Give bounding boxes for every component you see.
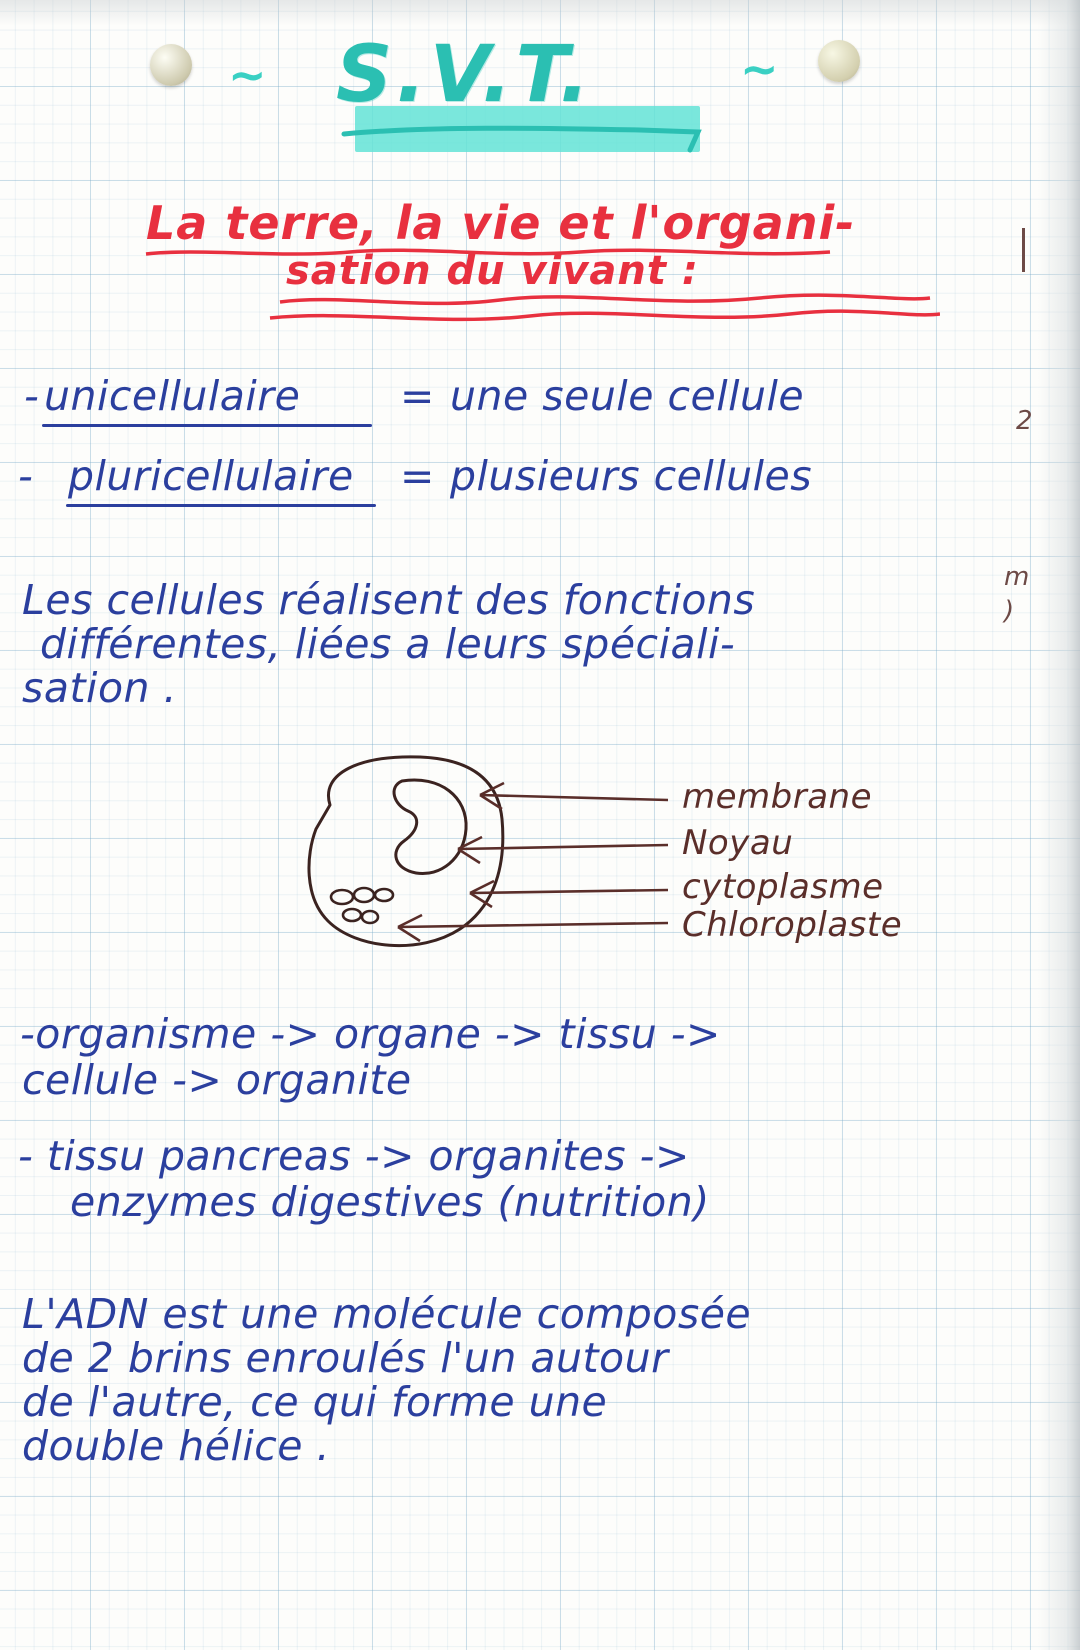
tilde-right: ~ xyxy=(740,42,779,96)
example-line1: - tissu pancreas -> organites -> xyxy=(18,1132,690,1180)
definition-term-0: unicellulaire xyxy=(44,372,301,420)
definition-text-0: une seule cellule xyxy=(450,372,805,420)
definition-text-1: plusieurs cellules xyxy=(450,452,813,500)
adn-line1: L'ADN est une molécule composée xyxy=(22,1290,752,1338)
adn-line2: de 2 brins enroulés l'un autour xyxy=(22,1334,669,1382)
tilde-left: ~ xyxy=(228,48,267,102)
diagram-label-chloroplaste: Chloroplaste xyxy=(682,905,903,945)
diagram-label-noyau: Noyau xyxy=(682,823,794,863)
definition-equals-0: = xyxy=(400,372,435,420)
functions-paragraph-line1: Les cellules réalisent des fonctions xyxy=(22,576,756,624)
title-underline xyxy=(340,118,720,158)
functions-paragraph-line3: sation . xyxy=(22,664,178,712)
page-title: S.V.T. xyxy=(336,30,594,120)
adn-line4: double hélice . xyxy=(22,1422,331,1470)
diagram-label-cytoplasme: cytoplasme xyxy=(682,867,884,907)
margin-stroke xyxy=(1022,228,1025,272)
definition-dash-0: - xyxy=(24,372,40,420)
definition-term-0-underline xyxy=(42,424,372,427)
hierarchy-line1: -organisme -> organe -> tissu -> xyxy=(20,1010,721,1058)
section-heading-line1: La terre, la vie et l'organi- xyxy=(146,196,856,250)
adn-line3: de l'autre, ce qui forme une xyxy=(22,1378,608,1426)
definition-term-1: pluricellulaire xyxy=(68,452,354,500)
definition-dash-1: - xyxy=(18,452,34,500)
diagram-label-membrane: membrane xyxy=(682,777,873,817)
decorative-bead-left-icon xyxy=(150,44,192,86)
margin-mark-0: 2 xyxy=(1016,406,1033,436)
hierarchy-line2: cellule -> organite xyxy=(22,1056,412,1104)
decorative-bead-right-icon xyxy=(818,40,860,82)
functions-paragraph-line2: différentes, liées a leurs spéciali- xyxy=(40,620,736,668)
margin-mark-1: m xyxy=(1004,562,1030,592)
section-heading-line2: sation du vivant : xyxy=(286,248,699,294)
definition-term-1-underline xyxy=(66,504,376,507)
cell-diagram xyxy=(290,745,990,975)
heading-squiggle-underlines xyxy=(140,232,940,342)
margin-mark-2: ) xyxy=(1004,596,1015,626)
example-line2: enzymes digestives (nutrition) xyxy=(70,1178,710,1226)
definition-equals-1: = xyxy=(400,452,435,500)
